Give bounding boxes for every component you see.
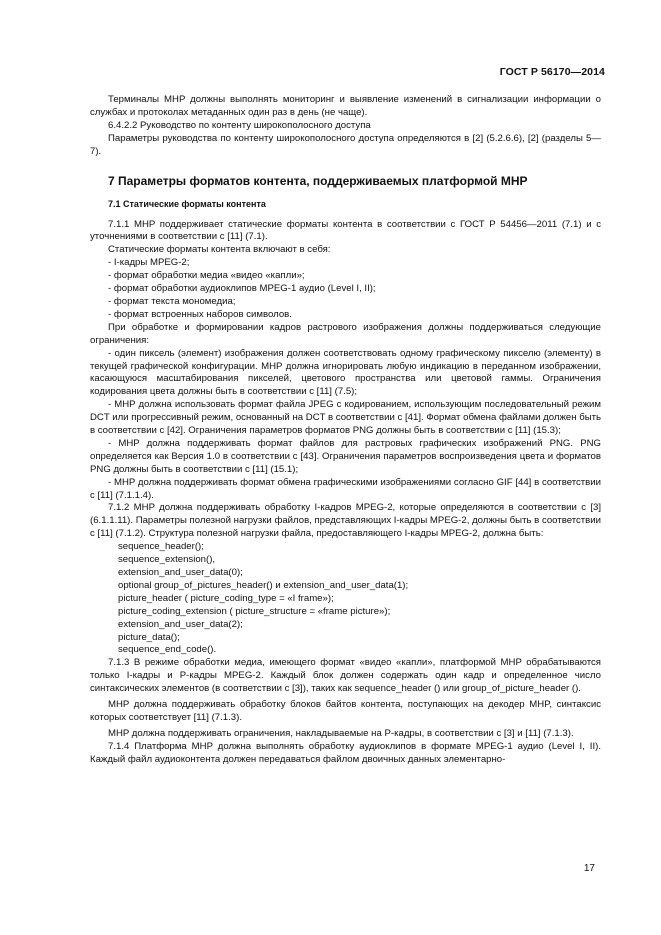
paragraph: MHP должна поддерживать обработку блоков байтов контента, поступающих на декодер MHP, синтаксис которых соответствует [11] (7.1.3). — [90, 699, 601, 723]
list-item: - один пиксель (элемент) изображения должен соответствовать одному графическому пикселю (элементу) в текущей графической конфигурации. MHP должна игнорировать любую индикацию в переданном изображении, касающуюся масштабирования пикселей, цветового пространства или цветовой гаммы. Ограничения кодирования цвета должны быть в соответствии с [11] (7.5); — [90, 347, 601, 398]
list-item: - MHP должна использовать формат файла JPEG с кодированием, использующим последовательный режим DCT или прогрессивный режим, основанный на DCT в соответствии с [41]. Формат обмена файлами должен быть в соответствии с [42]. Ограничения параметров форматов PNG должны быть в соответствии с [11] (15.3); — [90, 399, 601, 437]
code-line: sequence_header(); — [118, 541, 204, 553]
subsection-heading: 6.4.2.2 Руководство по контенту широкополосного доступа — [108, 119, 371, 131]
subsection-title: 7.1 Статические форматы контента — [108, 198, 266, 209]
paragraph: 7.1.2 MHP должна поддерживать обработку I-кадров MPEG-2, которые определяются в соответствии с [3] (6.1.1.11). Параметры полезной нагрузки файлов, представляющих I-кадры MPEG-2, должны быть в соответствии с [11] (7.1.2). Структура полезной нагрузки файла, предоставляющего I-кадры MPEG-2, должна быть: — [90, 502, 601, 540]
code-line: picture_data(); — [118, 631, 180, 643]
list-item: - формат обработки аудиоклипов MPEG-1 аудио (Level I, II); — [108, 283, 376, 295]
list-item: - формат обработки медиа «видео «капли»; — [108, 270, 305, 282]
paragraph: Статические форматы контента включают в себя: — [108, 244, 331, 256]
code-line: optional group_of_pictures_header() и extension_and_user_data(1); — [118, 579, 409, 591]
paragraph: Терминалы MHP должны выполнять мониторинг и выявление изменений в сигнализации информации о службах и протоколах метаданных один раз в день (не чаще). — [90, 94, 601, 118]
page-number: 17 — [583, 863, 595, 874]
code-line: picture_coding_extension ( picture_structure = «frame picture»); — [118, 605, 391, 617]
list-item: - формат встроенных наборов символов. — [108, 308, 292, 320]
document-id-header: ГОСТ Р 56170—2014 — [499, 66, 605, 78]
list-item: - формат текста мономедиа; — [108, 295, 236, 307]
list-item: - I-кадры MPEG-2; — [108, 257, 190, 269]
list-item: - MHP должна поддерживать формат обмена графическими изображениями согласно GIF [44] в соответствии с [11] (7.1.1.4). — [90, 476, 601, 501]
code-line: sequence_end_code(). — [118, 644, 217, 656]
paragraph: 7.1.3 В режиме обработки медиа, имеющего формат «видео «капли», платформой MHP обрабатываются только I-кадры и P-кадры MPEG-2. Каждый блок должен содержать один кадр и определенное число синтаксических элементов (в соответствии с [3]), таких как sequence_header () или group_of_picture_header (). — [90, 657, 601, 695]
paragraph: Параметры руководства по контенту широкополосного доступа определяются в [2] (5.2.6.6), [2] (разделы 5—7). — [90, 132, 601, 157]
section-heading: 7 Параметры форматов контента, поддерживаемых платформой MHP — [108, 173, 528, 188]
code-line: sequence_extension(), — [118, 554, 216, 566]
code-line: picture_header ( picture_coding_type = «I frame»); — [118, 592, 334, 604]
page-body — [90, 94, 601, 767]
paragraph: 7.1.1 MHP поддерживает статические форматы контента в соответствии с ГОСТ Р 54456—2011 (7.1) и с уточнениями в соответствии с [11] (7.1). — [90, 218, 601, 243]
paragraph: 7.1.4 Платформа MHP должна выполнять обработку аудиоклипов в формате MPEG-1 аудио (Level I, II). Каждый файл аудиоконтента должен передаваться файлом двоичных данных элементарно- — [90, 740, 601, 765]
list-item: - MHP должна поддерживать формат файлов для растровых графических изображений PNG. PNG определяется как Версия 1.0 в соответствии с [43]. Ограничения параметров воспроизведения цвета и форматов PNG должны быть в соответствии с [11] (15.1); — [90, 437, 601, 475]
paragraph: MHP должна поддерживать ограничения, накладываемые на P-кадры, в соответствии с [3] и [11] (7.1.3). — [108, 727, 574, 739]
code-line: extension_and_user_data(2); — [118, 618, 243, 630]
paragraph: При обработке и формировании кадров растрового изображения должны поддерживаться следующие ограничения: — [90, 321, 601, 346]
code-line: extension_and_user_data(0); — [118, 567, 243, 578]
